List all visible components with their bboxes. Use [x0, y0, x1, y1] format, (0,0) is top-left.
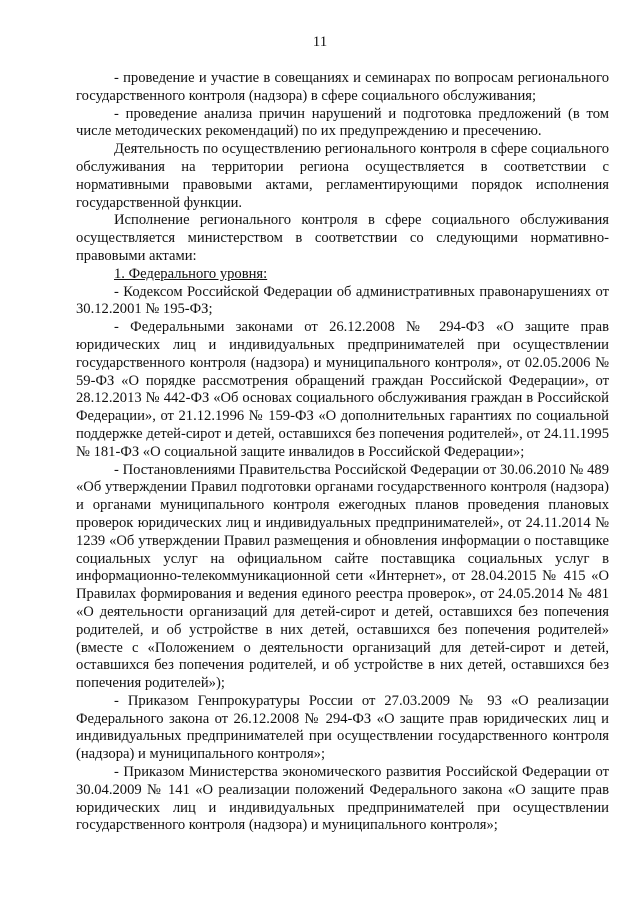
- paragraph-execution: Исполнение регионального контроля в сфере социального обслуживания осуществляется министерством в соответствии со следующими нормативно-правовыми актами:: [76, 212, 609, 264]
- paragraph-analysis: - проведение анализа причин нарушений и подготовка предложений (в том числе методических рекомендаций) по их предупреждению и пресечению.: [76, 105, 609, 140]
- page-number: 11: [312, 34, 328, 50]
- paragraph-government-resolutions: - Постановлениями Правительства Российской Федерации от 30.06.2010 № 489 «Об утверждении Правил подготовки органами государственного контроля (надзора) и органами муниципального контроля ежегодных планов проведения плановых проверок юридических лиц и индивидуальных предпринимателей», от 24.11.2014 № 1239 «Об утверждении Правил размещения и обновления информации о поставщике социальных услуг на официальном сайте поставщика социальных услуг в информационно-телекоммуникационной сети «Интернет», от 28.04.2015 № 415 «О Правилах формирования и ведения единого реестра проверок», от 24.05.2014 № 481 «О деятельности организаций для детей-сирот и детей, оставшихся без попечения родителей, и об устройстве в них детей, оставшихся без попечения родителей» (вместе с «Положением о деятельности организаций для детей-сирот и детей, оставшихся без попечения родителей, и об устройстве в них детей, оставшихся без попечения родителей»);: [76, 461, 609, 692]
- paragraph-meetings: - проведение и участие в совещаниях и семинарах по вопросам регионального государственного контроля (надзора) в сфере социального обслуживания;: [76, 70, 609, 104]
- document-body: [76, 70, 609, 835]
- section-heading-federal-text: 1. Федерального уровня:: [114, 265, 268, 282]
- paragraph-prosecutor-order: - Приказом Генпрокуратуры России от 27.03.2009 № 93 «О реализации Федерального закона от 26.12.2008 № 294-ФЗ «О защите прав юридических лиц и индивидуальных предпринимателей при осуществлении государственного контроля (надзора) и муниципального контроля»;: [76, 692, 609, 763]
- paragraph-activity: Деятельность по осуществлению регионального контроля в сфере социального обслуживания на территории региона осуществляется в соответствии с нормативными правовыми актами, регламентирующими порядок исполнения государственной функции.: [76, 141, 609, 211]
- section-heading-federal: [76, 266, 609, 284]
- paragraph-federal-laws: - Федеральными законами от 26.12.2008 № 294-ФЗ «О защите прав юридических лиц и индивидуальных предпринимателей при осуществлении государственного контроля (надзора) и муниципального контроля», от 02.05.2006 № 59-ФЗ «О порядке рассмотрения обращений граждан Российской Федерации», от 28.12.2013 № 442-ФЗ «Об основах социального обслуживания граждан в Российской Федерации», от 21.12.1996 № 159-ФЗ «О дополнительных гарантиях по социальной поддержке детей-сирот и детей, оставшихся без попечения родителей», от 24.11.1995 № 181-ФЗ «О социальной защите инвалидов в Российской Федерации»;: [76, 319, 609, 460]
- paragraph-ministry-order: - Приказом Министерства экономического развития Российской Федерации от 30.04.2009 № 141 «О реализации положений Федерального закона «О защите прав юридических лиц и индивидуальных предпринимателей при осуществлении государственного контроля (надзора) и муниципального контроля»;: [76, 764, 609, 834]
- paragraph-administrative-code: - Кодексом Российской Федерации об административных правонарушениях от 30.12.2001 № 195-ФЗ;: [76, 283, 609, 318]
